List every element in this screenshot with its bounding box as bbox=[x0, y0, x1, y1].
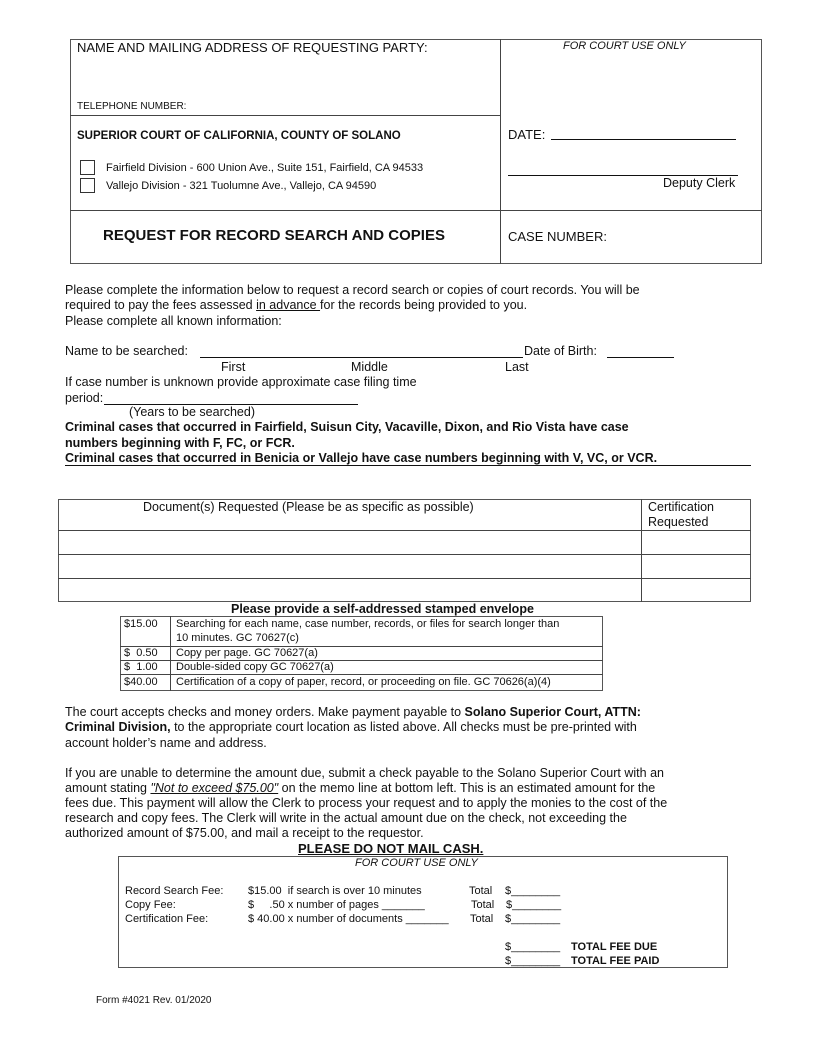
text: The court accepts checks and money orders. Make payment payable to bbox=[65, 705, 465, 719]
certification-header: Certification bbox=[648, 500, 714, 514]
divider bbox=[120, 674, 603, 675]
fee-desc: 10 minutes. GC 70627(c) bbox=[176, 632, 299, 644]
text: required to pay the fees assessed bbox=[65, 298, 257, 312]
court-use-only-label: FOR COURT USE ONLY bbox=[563, 40, 686, 52]
payment-text: account holder’s name and address. bbox=[65, 736, 267, 750]
no-cash-note: PLEASE DO NOT MAIL CASH. bbox=[298, 841, 484, 856]
copy-fee-desc: $ .50 x number of pages _______ bbox=[248, 899, 425, 911]
middle-label: Middle bbox=[351, 360, 388, 374]
first-label: First bbox=[221, 360, 246, 374]
divider bbox=[641, 499, 642, 602]
payment-text bbox=[65, 720, 637, 734]
name-label: Name to be searched: bbox=[65, 344, 188, 358]
fairfield-checkbox[interactable] bbox=[80, 160, 95, 175]
criminal-note: Criminal cases that occurred in Fairfield, Suisun City, Vacaville, Dixon, and Rio Vista have case bbox=[65, 420, 629, 434]
form-title: REQUEST FOR RECORD SEARCH AND COPIES bbox=[103, 227, 445, 244]
fee-desc: Copy per page. GC 70627(a) bbox=[176, 647, 318, 659]
payee: Criminal Division, bbox=[65, 720, 171, 734]
form-number: Form #4021 Rev. 01/2020 bbox=[96, 995, 212, 1006]
intro-line: Please complete the information below to request a record search or copies of court records. You will be bbox=[65, 283, 640, 297]
divider bbox=[58, 554, 751, 555]
certification-header: Requested bbox=[648, 515, 709, 529]
deputy-clerk-label: Deputy Clerk bbox=[663, 176, 736, 190]
in-advance-text: in advance bbox=[256, 298, 321, 312]
document-row-field[interactable] bbox=[60, 556, 640, 577]
payment-text: fees due. This payment will allow the Clerk to process your request and to apply the monies to the cost of the bbox=[65, 796, 668, 810]
total-due-field[interactable]: $________ bbox=[505, 941, 561, 953]
cert-total-field[interactable]: $________ bbox=[505, 913, 561, 925]
period-field[interactable] bbox=[104, 391, 358, 405]
payment-text bbox=[65, 705, 641, 719]
name-field[interactable] bbox=[200, 344, 523, 358]
payee: Solano Superior Court, ATTN: bbox=[464, 705, 641, 719]
fairfield-division: Fairfield Division - 600 Union Ave., Suite 151, Fairfield, CA 94533 bbox=[106, 162, 424, 174]
case-number-label: CASE NUMBER: bbox=[508, 229, 607, 244]
search-fee-label: Record Search Fee: bbox=[125, 885, 224, 897]
cert-fee-label: Certification Fee: bbox=[125, 913, 209, 925]
divider bbox=[500, 39, 501, 264]
requesting-party-label: NAME AND MAILING ADDRESS OF REQUESTING PARTY: bbox=[77, 40, 428, 55]
total-paid-label: TOTAL FEE PAID bbox=[571, 955, 660, 967]
total-label: Total bbox=[471, 899, 495, 911]
documents-header: Document(s) Requested (Please be as specific as possible) bbox=[143, 500, 474, 514]
divider bbox=[58, 530, 751, 531]
dob-field[interactable] bbox=[607, 344, 674, 358]
vallejo-checkbox[interactable] bbox=[80, 178, 95, 193]
text: on the memo line at bottom left. This is an estimated amount for the bbox=[278, 781, 656, 795]
text: amount stating bbox=[65, 781, 151, 795]
intro-line bbox=[65, 298, 527, 312]
date-field[interactable] bbox=[551, 126, 736, 140]
total-label: Total bbox=[470, 913, 494, 925]
total-due-label: TOTAL FEE DUE bbox=[571, 941, 658, 953]
divider bbox=[70, 210, 762, 211]
divider bbox=[170, 616, 171, 691]
copy-total-field[interactable]: $________ bbox=[506, 899, 562, 911]
payment-text: If you are unable to determine the amount due, submit a check payable to the Solano Superior Court with an bbox=[65, 766, 664, 780]
telephone-label: TELEPHONE NUMBER: bbox=[77, 101, 187, 112]
date-label: DATE: bbox=[508, 127, 546, 142]
total-label: Total bbox=[469, 885, 493, 897]
period-text: If case number is unknown provide approximate case filing time bbox=[65, 375, 417, 389]
intro-line: Please complete all known information: bbox=[65, 314, 282, 328]
divider bbox=[58, 578, 751, 579]
dob-label: Date of Birth: bbox=[524, 344, 597, 358]
not-to-exceed-text: "Not to exceed $75.00" bbox=[150, 781, 279, 795]
requesting-party-field[interactable] bbox=[74, 58, 496, 96]
fee-amount: $ 0.50 bbox=[124, 647, 158, 659]
search-total-field[interactable]: $________ bbox=[505, 885, 561, 897]
vallejo-division: Vallejo Division - 321 Tuolumne Ave., Vallejo, CA 94590 bbox=[106, 180, 377, 192]
payment-text: authorized amount of $75.00, and mail a receipt to the requestor. bbox=[65, 826, 424, 840]
fee-amount: $ 1.00 bbox=[124, 661, 158, 673]
court-use-title: FOR COURT USE ONLY bbox=[355, 857, 478, 869]
copy-fee-label: Copy Fee: bbox=[125, 899, 176, 911]
deputy-clerk-signature-field[interactable] bbox=[508, 162, 738, 176]
last-label: Last bbox=[505, 360, 529, 374]
criminal-note: Criminal cases that occurred in Benicia or Vallejo have case numbers beginning with V, VC, or VCR. bbox=[65, 451, 751, 466]
text: for the records being provided to you. bbox=[320, 298, 528, 312]
document-row-field[interactable] bbox=[60, 532, 640, 553]
period-label: period: bbox=[65, 391, 104, 405]
search-fee-desc: $15.00 if search is over 10 minutes bbox=[248, 885, 422, 897]
divider bbox=[70, 115, 500, 116]
fee-amount: $40.00 bbox=[124, 676, 158, 688]
document-row-field[interactable] bbox=[60, 580, 640, 601]
criminal-note: numbers beginning with F, FC, or FCR. bbox=[65, 436, 295, 450]
payment-text: research and copy fees. The Clerk will write in the actual amount due on the check, not exceeding the bbox=[65, 811, 627, 825]
years-label: (Years to be searched) bbox=[129, 405, 256, 419]
cert-fee-desc: $ 40.00 x number of documents _______ bbox=[248, 913, 449, 925]
court-name: SUPERIOR COURT OF CALIFORNIA, COUNTY OF SOLANO bbox=[77, 130, 401, 142]
fee-desc: Certification of a copy of paper, record, or proceeding on file. GC 70626(a)(4) bbox=[176, 676, 551, 688]
fee-amount: $15.00 bbox=[124, 618, 158, 630]
fee-desc: Searching for each name, case number, records, or files for search longer than bbox=[176, 618, 560, 630]
text: to the appropriate court location as listed above. All checks must be pre-printed with bbox=[170, 720, 637, 734]
envelope-note: Please provide a self-addressed stamped envelope bbox=[231, 602, 534, 616]
fee-desc: Double-sided copy GC 70627(a) bbox=[176, 661, 334, 673]
total-paid-field[interactable]: $________ bbox=[505, 955, 561, 967]
payment-text bbox=[65, 781, 655, 795]
